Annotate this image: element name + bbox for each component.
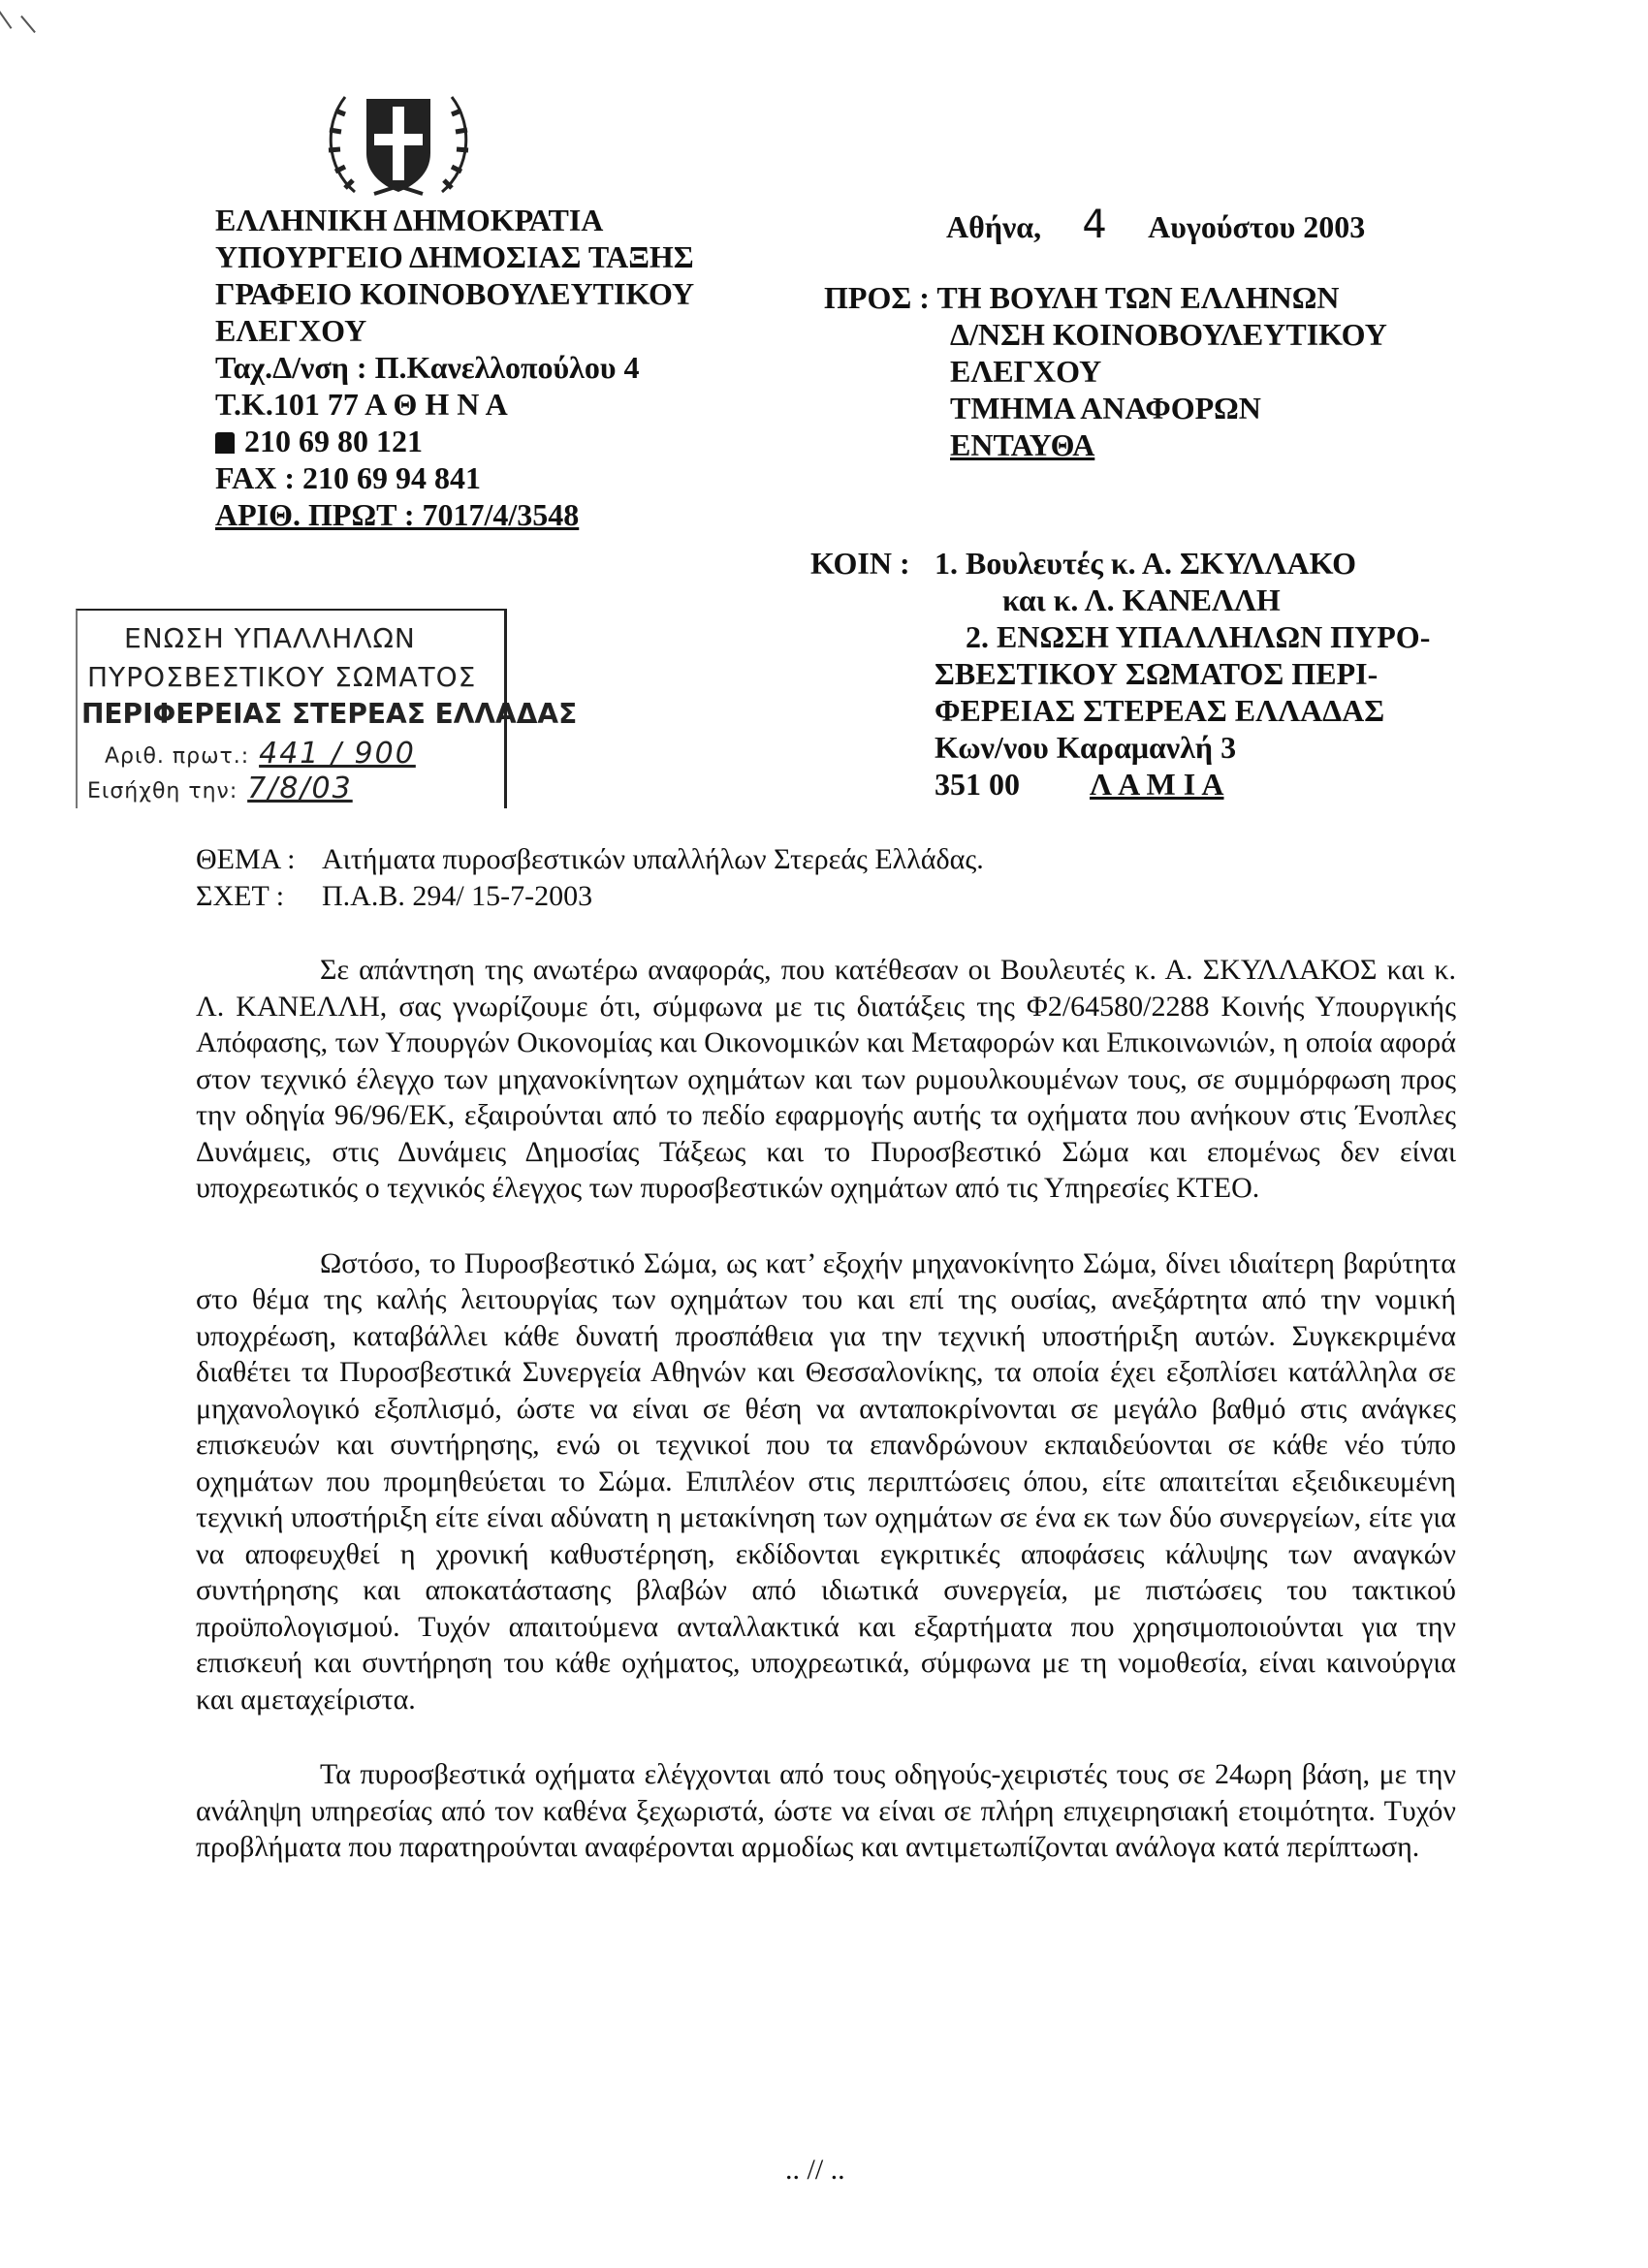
postal-address: Ταχ.Δ/νση : Π.Κανελλοπούλου 4	[215, 350, 640, 385]
recipient-line: Δ/ΝΣΗ ΚΟΙΝΟΒΟΥΛΕΥΤΙΚΟΥ	[950, 317, 1387, 352]
body-paragraph: Σε απάντηση της ανωτέρω αναφοράς, που κατέθεσαν οι Βουλευτές κ. Α. ΣΚΥΛΛΑΚΟΣ και κ. Λ. ΚΑΝΕΛΛΗ, σας γνωρίζουμε ότι, σύμφωνα με τις διατάξεις της Φ2/64580/2288 Κοινής Υπουργικής Απόφασης, των Υπουργών Οικονομίας και Οικονομικών και Μεταφορών και Επικοινωνιών, η οποία αφορά στον τεχνικό έλεγχο των μηχανοκίνητων οχημάτων και των ρυμουλκουμένων τους, σε συμμόρφωση προς την οδηγία 96/96/ΕΚ, εξαιρούνται από το πεδίο εφαρμογής αυτής τα οχήματα που ανήκουν στις Ένοπλες Δυνάμεις, στις Δυνάμεις Δημοσίας Τάξεως και το Πυροσβεστικό Σώμα και επομένως δεν είναι υποχρεωτικός ο τεχνικός έλεγχος των πυροσβεστικών οχημάτων από τις Υπηρεσίες ΚΤΕΟ.	[196, 954, 1456, 1204]
cc-item-1-cont: και κ. Λ. ΚΑΝΕΛΛΗ	[1002, 583, 1281, 617]
scan-mark	[20, 16, 36, 33]
recipient-block	[824, 279, 1522, 463]
cc-item-2-cont: ΦΕΡΕΙΑΣ ΣΤΕΡΕΑΣ ΕΛΛΑΔΑΣ	[935, 693, 1385, 728]
cc-item-2: 2. ΕΝΩΣΗ ΥΠΑΛΛΗΛΩΝ ΠΥΡΟ-	[966, 619, 1431, 654]
body-paragraph: Τα πυροσβεστικά οχήματα ελέγχονται από τους οδηγούς-χειριστές τους σε 24ωρη βάση, με την ανάληψη υπηρεσίας από τον καθένα ξεχωριστά, ώστε να είναι σε πλήρη επιχειρησιακή ετοιμότητα. Τυχόν προβλήματα που παρατηρούνται αναφέρονται αρμοδίως και αντιμετωπίζονται ανάλογα κατά περίπτωση.	[196, 1758, 1456, 1863]
stamp-line: ΠΕΡΙΦΕΡΕΙΑΣ ΣΤΕΡΕΑΣ ΕΛΛΑΔΑΣ	[81, 698, 578, 730]
phone-line	[215, 423, 816, 459]
cc-address: Κων/νου Καραμανλή 3	[935, 730, 1237, 765]
cc-label: ΚΟΙΝ :	[810, 546, 910, 581]
fax-number: FAX : 210 69 94 841	[215, 460, 482, 495]
recipient-line: ΤΜΗΜΑ ΑΝΑΦΟΡΩΝ	[950, 391, 1261, 425]
letter-body	[196, 952, 1456, 1866]
recipient-location: ΕΝΤΑΥΘΑ	[950, 427, 1095, 462]
coat-of-arms-emblem	[316, 85, 481, 202]
sender-header	[215, 202, 816, 533]
recipient-line: ΕΛΕΓΧΟΥ	[950, 354, 1102, 389]
cc-city: Λ Α Μ Ι Α	[1090, 767, 1224, 802]
reference-text: Π.Α.Β. 294/ 15-7-2003	[322, 880, 593, 912]
postal-code-city: Τ.Κ.101 77 Α Θ Η Ν Α	[215, 387, 508, 422]
received-stamp	[76, 609, 578, 808]
date-line	[946, 203, 1489, 247]
recipient-line: ΤΗ ΒΟΥΛΗ ΤΩΝ ΕΛΛΗΝΩΝ	[936, 280, 1340, 315]
page-continuation-mark: .. // ..	[785, 2154, 845, 2186]
office-name: ΓΡΑΦΕΙΟ ΚΟΙΝΟΒΟΥΛΕΥΤΙΚΟΥ	[215, 276, 695, 311]
date-day: 4	[1082, 203, 1107, 247]
subject-label: ΘΕΜΑ :	[196, 843, 296, 875]
country-name: ΕΛΛΗΝΙΚΗ ΔΗΜΟΚΡΑΤΙΑ	[215, 203, 604, 237]
stamp-line: ΠΥΡΟΣΒΕΣΤΙΚΟΥ ΣΩΜΑΤΟΣ	[87, 661, 477, 693]
cc-item-2-cont: ΣΒΕΣΤΙΚΟΥ ΣΩΜΑΤΟΣ ΠΕΡΙ-	[935, 656, 1379, 691]
body-paragraph: Ωστόσο, το Πυροσβεστικό Σώμα, ως κατ’ εξοχήν μηχανοκίνητο Σώμα, δίνει ιδιαίτερη βαρύτητα στο θέμα της καλής λειτουργίας των οχημάτων του και επί της ουσίας, ανεξάρτητα από την νομική υποχρέωση, καταβάλλει κάθε δυνατή προσπάθεια για την τεχνική υποστήριξη αυτών. Συγκεκριμένα διαθέτει τα Πυροσβεστικά Συνεργεία Αθηνών και Θεσσαλονίκης, τα οποία έχει εξοπλίσει κατάλληλα σε μηχανολογικό εξοπλισμό, ώστε να είναι σε θέση να ανταποκρίνονται σε μεγάλο βαθμό στις ανάγκες επισκευών και συντήρησης, ενώ οι τεχνικοί που τα επανδρώνουν εκπαιδεύονται σε κάθε νέο τύπο οχημάτων που προμηθεύεται το Σώμα. Επιπλέον στις περιπτώσεις όπου, είτε απαιτείται εξειδικευμένη τεχνική υποστήριξη είτε είναι αδύνατη η μετακίνηση των οχημάτων σε ένα εκ των δύο συνεργείων, είτε για να αποφευχθεί η χρονική καθυστέρηση, εκδίδονται εγκριτικές αποφάσεις κάλυψης των αναγκών συντήρησης και αποκατάστασης βλαβών από ιδιωτικά συνεργεία, με πιστώσεις του τακτικού προϋπολογισμού. Τυχόν απαιτούμενα ανταλλακτικά και εξαρτήματα που χρησιμοποιούνται για την επισκευή και συντήρηση του κάθε οχήματος, υποχρεωτικά, σύμφωνα με τη νομοθεσία, είναι καινούργια και αμεταχείριστα.	[196, 1246, 1456, 1716]
office-name-cont: ΕΛΕΓΧΟΥ	[215, 313, 367, 348]
stamp-entry-label: Εισήχθη την:	[87, 779, 238, 803]
cc-postcode: 351 00	[935, 767, 1020, 802]
stamp-protocol-value: 441 / 900	[259, 737, 416, 771]
stamp-line: ΕΝΩΣΗ ΥΠΑΛΛΗΛΩΝ	[124, 622, 416, 654]
stamp-protocol-label: Αριθ. πρωτ.:	[105, 744, 250, 769]
stamp-entry-value: 7/8/03	[247, 772, 353, 805]
cc-block	[810, 545, 1508, 803]
date-place: Αθήνα,	[946, 209, 1042, 244]
subject-text: Αιτήματα πυροσβεστικών υπαλλήλων Στερεάς Ελλάδας.	[322, 843, 984, 875]
protocol-number: ΑΡΙΘ. ΠΡΩΤ : 7017/4/3548	[215, 497, 580, 532]
recipient-label: ΠΡΟΣ :	[824, 280, 930, 315]
phone-number: 210 69 80 121	[244, 424, 423, 458]
reference-label: ΣΧΕΤ :	[196, 880, 285, 912]
date-month-year: Αυγούστου 2003	[1148, 209, 1366, 244]
cc-item-1: 1. Βουλευτές κ. Α. ΣΚΥΛΛΑΚΟ	[935, 546, 1357, 581]
phone-icon	[215, 432, 235, 454]
subject-block	[196, 841, 984, 915]
scan-mark	[0, 4, 12, 29]
ministry-name: ΥΠΟΥΡΓΕΙΟ ΔΗΜΟΣΙΑΣ ΤΑΞΗΣ	[215, 239, 694, 274]
